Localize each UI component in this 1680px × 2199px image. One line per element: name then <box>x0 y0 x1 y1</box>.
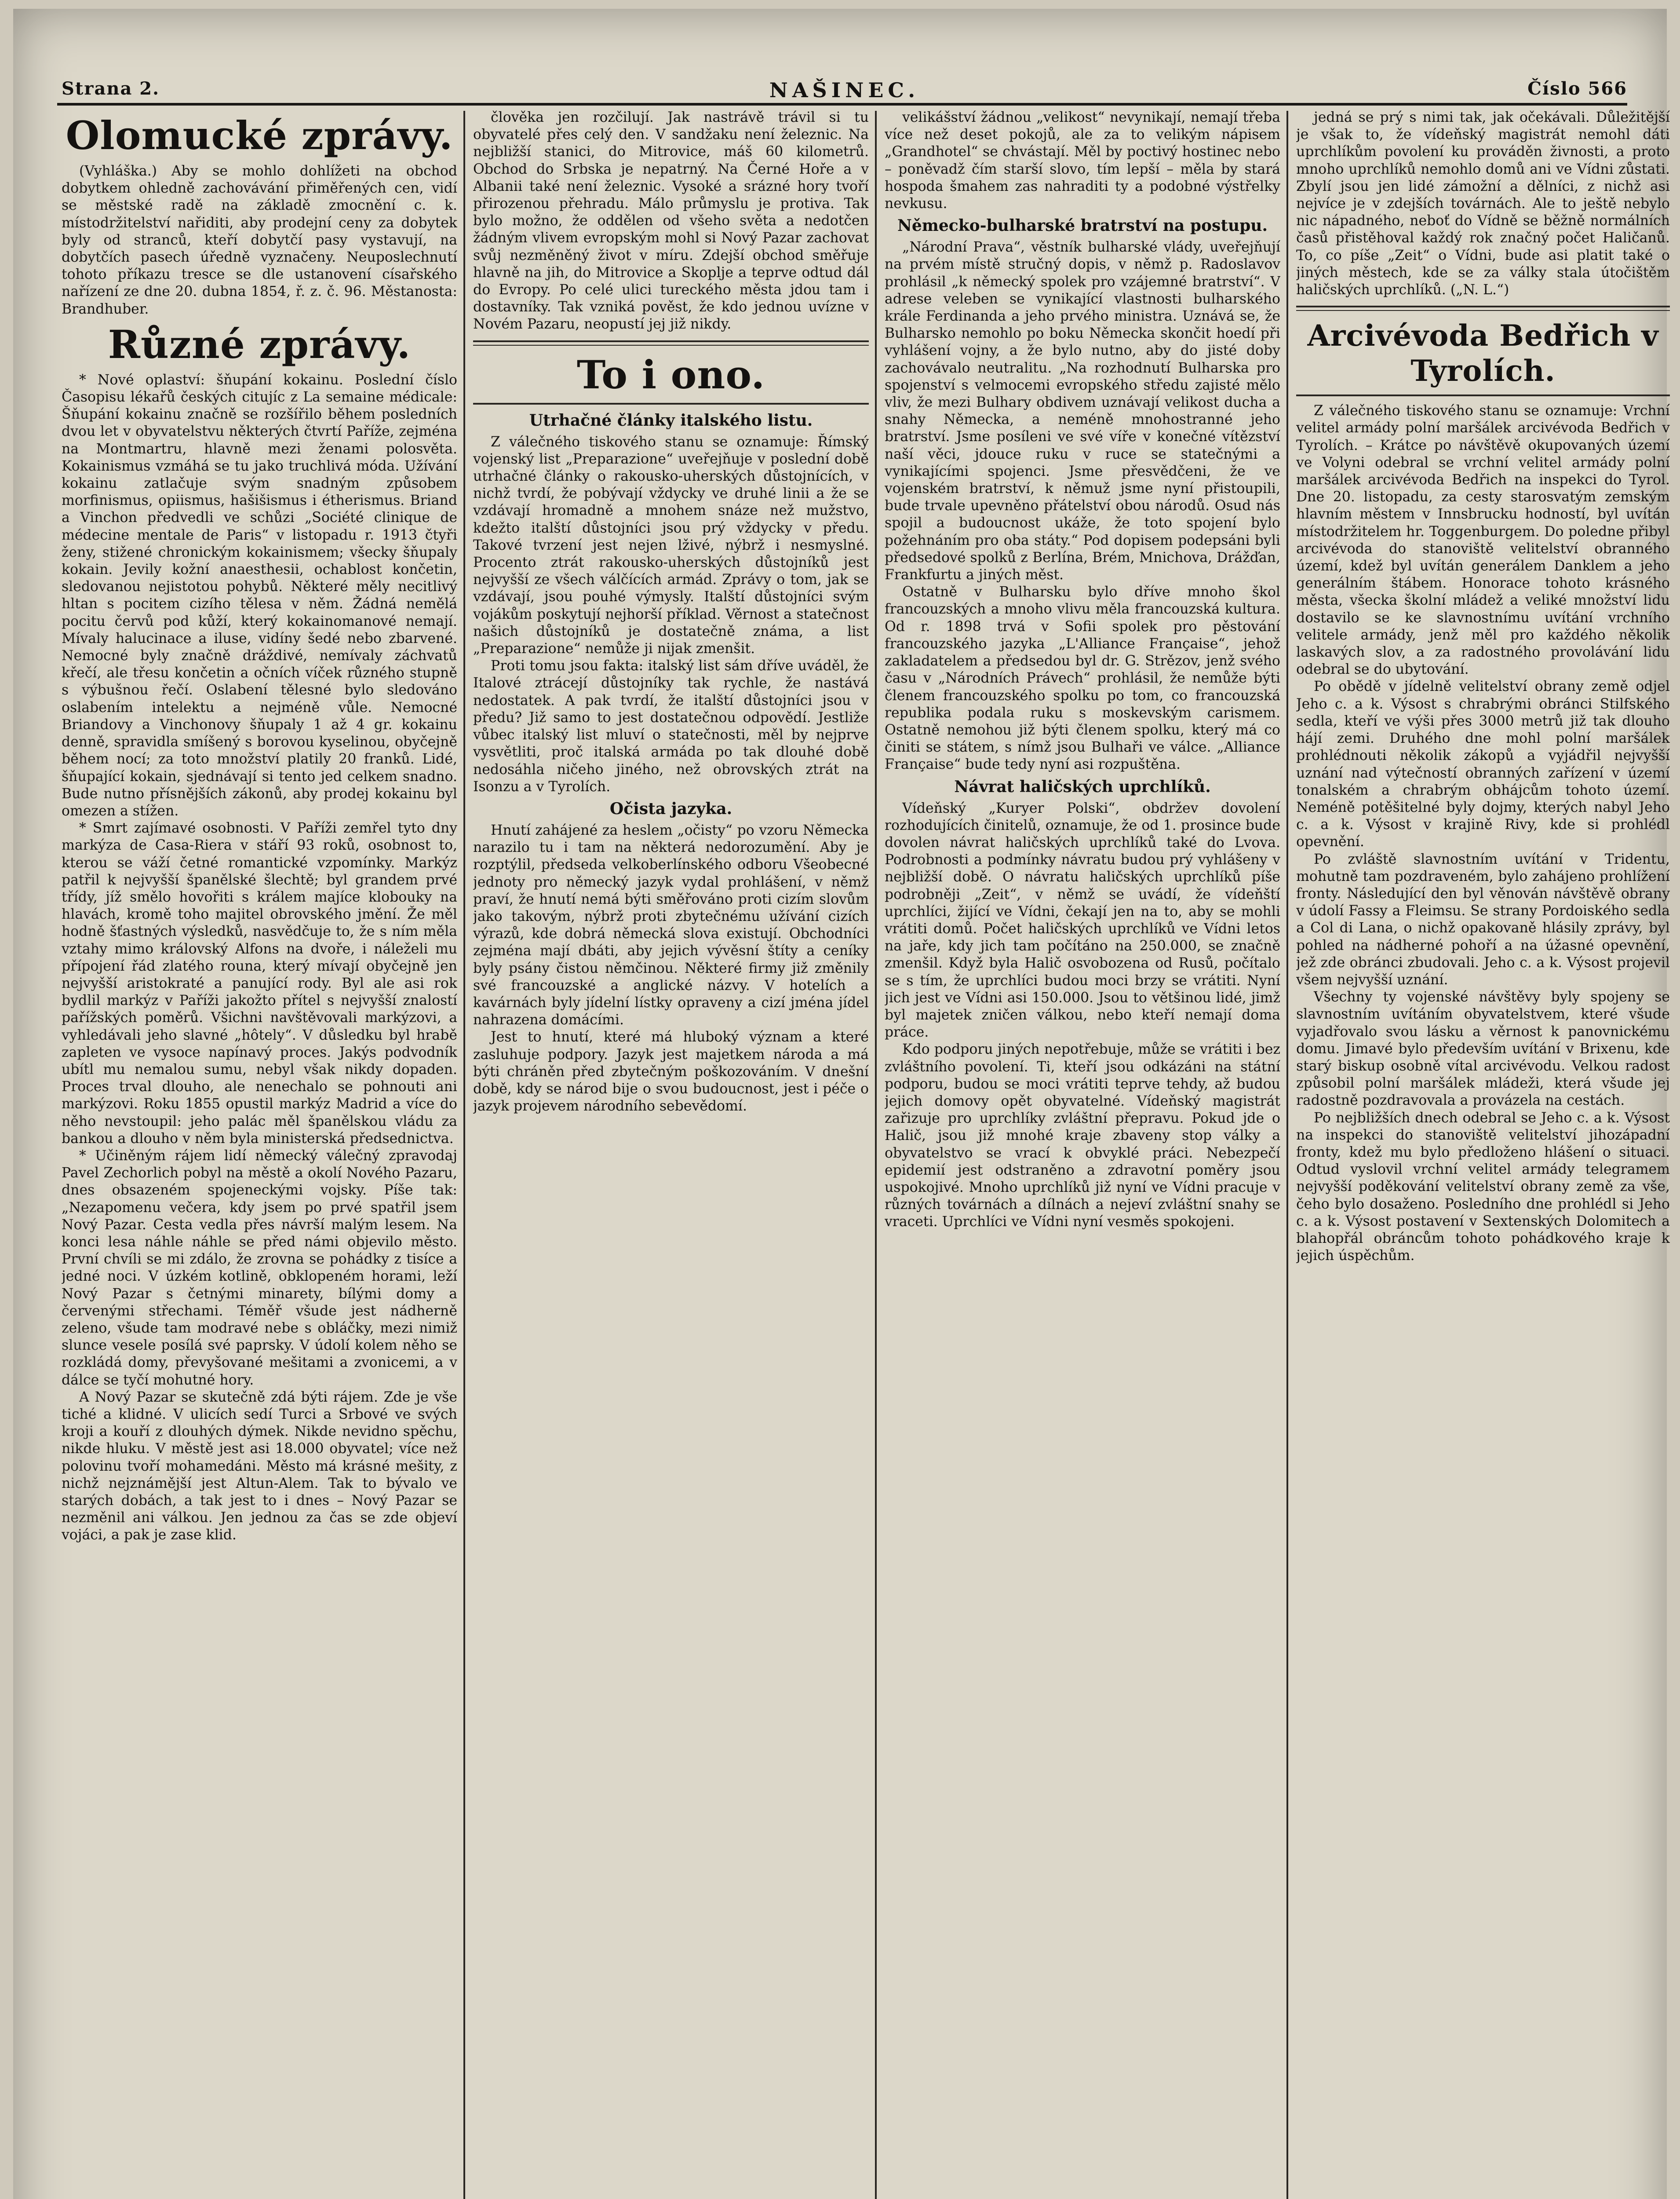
article-subheading: Očista jazyka. <box>609 799 732 818</box>
article-paragraph: * Smrt zajímavé osobnosti. V Paříži zemřel tyto dny markýza de Casa-Riera v stáří 93 roků, osobnost to, kterou se váží četné romantické vzpomínky. Markýz patřil k nejvyšší španělské šlechtě; byl grandem prvé třídy, jíž smělo hovořiti s králem majíce klobouky na hlavách, kromě toho majitel obrovského jmění. Že měl hodně šťastných výsledků, nasvědčuje to, že s ním měla vztahy mimo královský Alfons na dvoře, i náleželi mu přípojení řád zlatého rouna, který mívají obyčejně jen nejvyšší aristokraté a panující rody. Byl ale asi rok bydlil markýz v Paříži jakožto přítel s nejvyšší znalostí pařížských poměrů. Všichni navštěvovali markýzovi, a vyhledávali jeho slavné „hôtely“. V důsledku byl hrabě zapleten ve vysoce napínavý proces. Jakýs podvodník ubítl mu nemalou sumu, nebyl však nikdy dopaden. Proces trval dlouho, ale nenechalo se pohnouti ani markýzovi. Roku 1855 opustil markýz Madrid a více do něho nevstoupil: jeho palác měl španělskou vládu za bankou a dlouho v něm byla ministerská předsednictva. <box>62 820 457 1147</box>
divider <box>1296 395 1670 396</box>
column-divider <box>875 111 877 2199</box>
article-paragraph: * Učiněným rájem lidí německý válečný zpravodaj Pavel Zechorlich pobyl na městě a okolí Nového Pazaru, dnes obsazeném spojeneckými vojsky. Píše tak: „Nezapomenu večera, kdy jsem po prvé spatřil jsem Nový Pazar. Cesta vedla přes návrší malým lesem. Na konci lesa náhle náhle se před námi objevilo město. První chvíli se mi zdálo, že zrovna se pohádky z tisíce a jedné noci. V úzkém kotlině, obklopeném horami, leží Nový Pazar s četnými minarety, bílými domy a červenými střechami. Téměř všude jest nádherně zeleno, všude tam modravé nebe s obláčky, mezi nimiž slunce vesele posílá své paprsky. V údolí kolem něho se rozkládá domy, převyšované mešitami a zvonicemi, a v dálce se tyčí mohutné hory. <box>62 1147 457 1388</box>
column-2 <box>473 109 869 2199</box>
column-1 <box>62 109 457 2199</box>
article-paragraph: jedná se prý s nimi tak, jak očekávali. Důležitější je však to, že vídeňský magistrát nemohl dáti uprchlíkům povolení ku prováděn živnosti, a proto mnoho uprchlíků nemohlo domů ani ve Vídni zůstati. Zbylí jsou jen lidé zámožní a dělníci, z nichž asi nejvíce je v zdejších továrnách. Ale to ještě nebylo nic nápadného, neboť do Vídně se běžně normálních časů přistěhoval každý rok značný počet Haličanů. To, co píše „Zeit“ o Vídni, bude asi platit také o jiných městech, kde se za války stala útočištěm haličských uprchlíků. („N. L.“) <box>1296 110 1670 298</box>
column-divider <box>463 111 465 2199</box>
article-paragraph: Po obědě v jídelně velitelství obrany země odjel Jeho c. a k. Výsost s chrabrými obránci Stilfského sedla, kteří ve výši přes 3000 metrů již tak dlouho hájí zemi. Druhého dne mohl polní maršálek prohlédnouti několik zákopů a vyjádřil nejvyšší uznání nad výtečností obranných zařízení v území tonalském a chrabrým obhájcům tohoto území. Neméně potěšitelné byly dojmy, kterých nabyl Jeho c. a k. Výsost v krajině Rivy, kde si prohlédl opevnění. <box>1296 679 1670 850</box>
article-subheading: Německo-bulharské bratrství na postupu. <box>897 216 1268 235</box>
header-rule <box>57 103 1627 106</box>
page-number-left: Strana 2. <box>62 78 160 99</box>
article-paragraph: A Nový Pazar se skutečně zdá býti rájem. Zde je vše tiché a klidné. V ulicích sedí Turci a Srbové ve svých kroji a kouří z dlouhých dýmek. Nikde nevidno spěchu, nikde hluku. V městě jest asi 18.000 obyvatel; více než polovinu tvoří mohamedáni. Město má krásné mešity, z nichž nejznámější jest Altun-Alem. Tak to bývalo ve starých dobách, a tak jest to i dnes – Nový Pazar se nezměnil ani válkou. Jen jednou za čas se zde objeví vojáci, a pak je zase klid. <box>62 1389 457 1543</box>
masthead-title: NAŠINEC. <box>769 78 920 102</box>
article-paragraph: (Vyhláška.) Aby se mohlo dohlížeti na obchod dobytkem ohledně zachovávání přiměřených cen, vidí se městské radě na základě zmocnění c. k. místodržitelství nařiditi, aby prodejní ceny za dobytek byly od stranců, kteří dobytčí pasy vystavují, na dobytčích pasech úředně vyznačeny. Neuposlechnutí tohoto příkazu tresce se dle ustanovení císařského nařízení ze dne 20. dubna 1854, ř. z. č. 96. Městanosta: Brandhuber. <box>62 163 457 317</box>
column-3 <box>885 109 1280 2199</box>
article-paragraph: Z válečného tiskového stanu se oznamuje: Římský vojenský list „Preparazione“ uveřejňuje v poslední době utrhačné články o rakousko-uherských důstojnících, v nichž tvrdí, že pobývají vždycky ve druhé linii a že se vzdávají hromadně a mnohem snáze než mužstvo, kdežto italští důstojníci jsou prý vždycky v předu. Takové tvrzení jest nejen lživé, nýbrž i nesmyslné. Procento ztrát rakousko-uherských důstojníků jest nejvyšší ze všech válčících armád. Zprávy o tom, jak se vzdávají, jsou pouhé výmysly. Italští důstojníci svým vojákům poskytují nejhorší příklad. Věrnost a statečnost našich důstojníků je dostatečně známa, a list „Preparazione“ nemůže ji nijak zmenšit. <box>473 434 869 657</box>
section-heading-olomouc-news: Olomucké zprávy. <box>66 113 453 158</box>
section-heading-archduke: Arcivévoda Bedřich v Tyrolích. <box>1307 318 1659 388</box>
article-paragraph: Hnutí zahájené za heslem „očisty“ po vzoru Německa narazilo tu i tam na některá nedorozumění. Aby je rozptýlil, předseda velkoberlínského odboru Všeobecné jednoty pro německý jazyk vydal prohlášení, v němž praví, že hnutí nemá býti směřováno proti cizím slovům jako takovým, nýbrž proti zbytečnému užívání cizích výrazů, kde dobrá německá slova existují. Obchodníci zejména mají dbáti, aby jejich vývěsní štíty a ceníky byly psány čistou němčinou. Některé firmy již změnily své francouzské a anglické názvy. V hotelích a kavárnách byly jídelní lístky opraveny a cizí jména jídel nahrazena domácími. <box>473 822 869 1028</box>
article-paragraph: „Národní Prava“, věstník bulharské vlády, uveřejňují na prvém místě stručný dopis, v němž p. Radoslavov prohlásil „k německý spolek pro vzájemné bratrství“. V adrese veleben se vynikající vlastnosti bulharského krále Ferdinanda a jeho prvého ministra. Uznává se, že Bulharsko nemohlo po boku Německa skončit hoedí při vyhlášení vojny, a že bylo nutno, aby do jisté doby zachovávalo neutralitu. „Na rozhodnutí Bulharska pro spojenství s velmocemi evropského středu zajisté mělo vliv, že mezi Bulhary obdivem uznávají velikost ducha a snahy Německa, a neméně mnohostranné jeho bratrství. Jsme posíleni ve své víře v konečné vítězství naší věci, jdouce ruku v ruce se statečnými a vynikajícími spojenci. Jsme přesvědčeni, že ve vojenském bratrství, k němuž jsme nyní přistoupili, bude trvale upevněno přátelství obou národů. Osud nás spojil a budoucnost ukáže, že toto spojení bylo požehnáním pro oba státy.“ Pod dopisem podepsáni byli předsedové spolků z Berlína, Brém, Mnichova, Drážďan, Frankfurtu a jiných měst. <box>885 239 1280 583</box>
divider <box>473 403 869 405</box>
article-paragraph: člověka jen rozčilují. Jak nastrávě trávil si tu obyvatelé přes celý den. V sandžaku není železnic. Na nejbližší stanici, do Mitrovice, máš 60 kilometrů. Obchod do Srbska je nepatrný. Na Černé Hoře a v Albanii také není železnic. Vysoké a srázné hory tvoří přirozenou přehradu. Málo průmyslu je protiva. Tak bylo možno, že oddělen od všeho světa a nedotčen žádným vlivem evropským mohl si Nový Pazar zachovat svůj nezměněný život v míru. Zdejší obchod směřuje hlavně na jih, do Mitrovice a Skoplje a teprve odtud dál do Evropy. Po celé ulici tureckého města jdou tam i dostavníky. Tak vzniká pověst, že kdo jednou uvízne v Novém Pazaru, neopustí jej již nikdy. <box>473 110 869 332</box>
newspaper-page <box>13 9 1670 2199</box>
section-heading-various-news: Různé zprávy. <box>108 321 411 367</box>
page-header <box>62 78 1627 100</box>
article-paragraph: Proti tomu jsou fakta: italský list sám dříve uváděl, že Italové ztrácejí důstojníky tak rychle, že nastává nedostatek. A pak tvrdí, že italští důstojníci jsou v předu? Již samo to jest dostatečnou odpovědí. Jestliže vůbec italský list mluví o statečnosti, měl by nejprve vysvětliti, proč italská armáda po tak dlouhé době nedosáhla ničeho jiného, než obrovských ztrát na Isonzu a v Tyrolích. <box>473 658 869 795</box>
article-paragraph: Ostatně v Bulharsku bylo dříve mnoho škol francouzských a mnoho vlivu měla francouzská kultura. Od r. 1898 trvá v Sofii spolek pro pěstování francouzského jazyka „L'Alliance Française“, jehož zakladatelem a předsedou byl dr. G. Strězov, jenž svého času v „Národních Právech“ prohlásil, že nemůže býti členem francouzského spolku po tom, co francouzská republika podala ruku s moskevským carismem. Ostatně nemohou již býti členem spolku, který má co činiti se státem, s nímž jsou Bulhaři ve válce. „Alliance Française“ bude tedy nyní asi rozpuštěna. <box>885 584 1280 773</box>
column-4 <box>1296 109 1670 2199</box>
section-heading-to-i-ono: To i ono. <box>576 351 765 398</box>
article-paragraph: Po zvláště slavnostním uvítání v Tridentu, mohutně tam pozdraveném, bylo zahájeno prohlížení fronty. Následující den byl věnován návštěvě obrany v údolí Fassy a Fleimsu. Se strany Pordoiského sedla a Col di Lana, o nichž opakovaně hlásily zprávy, byl pohled na nádherné pohoří a na úžasné opevnění, jež zde obránci zbudovali. Jeho c. a k. Výsost projevil všem nejvyšší uznání. <box>1296 851 1670 988</box>
article-subheading: Návrat haličských uprchlíků. <box>954 777 1211 796</box>
article-paragraph: Kdo podporu jiných nepotřebuje, může se vrátiti i bez zvláštního povolení. Ti, kteří jsou odkázáni na státní podporu, budou se moci vrátiti teprve tehdy, až budou jejich domovy opět obyvatelné. Vídeňský magistrát zařizuje pro uprchlíky zvláštní přepravu. Pokud jde o Halič, jsou již mnohé kraje zbaveny stop války a obyvatelstvo se vrací k obvyklé práci. Nebezpečí epidemií jest odstraněno a zdravotní poměry jsou uspokojivé. Mnoho uprchlíků již nyní ve Vídni pracuje v různých továrnách a dílnách a nejeví zvláštní snahy se vraceti. Uprchlíci ve Vídni nyní vesměs spokojeni. <box>885 1041 1280 1230</box>
section-separator <box>1296 306 1670 311</box>
section-separator <box>473 340 869 346</box>
column-divider <box>1286 111 1288 2199</box>
article-paragraph: * Nové oplaství: šňupání kokainu. Poslední číslo Časopisu lékařů českých citujíc z La semaine médicale: Šňupání kokainu značně se rozšířilo během posledních dvou let v obyvatelstvu některých čtvrtí Paříže, zejména na Montmartru, hlavně mezi ženami polosvěta. Kokainismus vzmáhá se tu jako truchlivá móda. Užívání kokainu zatlačuje svým snadným způsobem morfinismus, opiismus, hašišismus i étherismus. Briand a Vinchon předvedli ve schůzi „Société clinique de médecine mentale de Paris“ v listopadu r. 1913 čtyři ženy, stižené chronickým kokainismem; všecky šňupaly kokain. Jevily kožní anaesthesii, ochablost končetin, sledovanou nejistotou pohybů. Některé měly necitlivý hltan s pocitem cizího tělesa v něm. Žádná nemělá pocitu červů pod kůží, který kokainomanové nemají. Mívaly halucinace a iluse, vidíny šedé nebo zbarvené. Nemocné byly značně dráždivé, nemívaly záchvatů křečí, ale třesu končetin a očních víček různého stupně s výbušnou řečí. Oslabení tělesné bylo sledováno oslabením intelektu a nejméně vůle. Nemocné Briandovy a Vinchonovy šňupaly 1 až 4 gr. kokainu denně, spravidla smíšený s borovou kyselinou, obyčejně během nocí; za toto množství platily 20 franků. Lidé, šňupající kokain, sjednávají si tento jed celkem snadno. Bude nutno přísnějších zákonů, aby prodej kokainu byl omezen a stížen. <box>62 372 457 819</box>
article-paragraph: Po nejbližších dnech odebral se Jeho c. a k. Výsost na inspekci do stanoviště velitelství jihozápadní fronty, kdež mu bylo předloženo hlášení o situaci. Odtud vyslovil vrchní velitel armády telegramem nejvyšší poděkování velitelství obrany země za vše, čeho bylo dosaženo. Posledního dne prohlédl si Jeho c. a k. Výsost postavení v Sextenských Dolomitech a blahopřál obráncům tohoto pohádkového kraje k jejich úspěchům. <box>1296 1110 1670 1264</box>
article-paragraph: Z válečného tiskového stanu se oznamuje: Vrchní velitel armády polní maršálek arcivévoda Bedřich v Tyrolích. – Krátce po návštěvě okupovaných území ve Volyni odebral se vrchní velitel armády polní maršálek arcivévoda Bedřich na inspekci do Tyrol. Dne 20. listopadu, za cesty starosvatým zemským hlavním městem v Innsbrucku hodností, byl uvítán místodržitelem hr. Toggenburgem. Do poledne přibyl arcivévoda do stanoviště velitelství obranného území, kdež byl uvítán generálem Danklem a jeho generálním štábem. Honorace tohoto krásného města, všecka školní mládež a veliké množství lidu dostavilo se ke slavnostnímu uvítání vrchního velitele armády, jenž měl pro každého několik laskavých slov, a za radostného provolávání lidu odebral se do ubytování. <box>1296 403 1670 678</box>
article-paragraph: velikášství žádnou „velikost“ nevynikají, nemají třeba více než deset pokojů, ale za to velikým nápisem „Grandhotel“ se chvástají. Měl by poctivý hostinec nebo – poněvadž čím starší slovo, tím lepší – měla by stará hospoda šmahem zas nahraditi ty a podobné výstřelky nevkusu. <box>885 110 1280 212</box>
article-subheading: Utrhačné články italského listu. <box>529 411 813 430</box>
article-paragraph: Jest to hnutí, které má hluboký význam a které zasluhuje podpory. Jazyk jest majetkem národa a má býti chráněn před zbytečným poškozováním. V dnešní době, kdy se národ bije o svou budoucnost, jest i péče o jazyk projevem národního sebevědomí. <box>473 1029 869 1114</box>
article-paragraph: Všechny ty vojenské návštěvy byly spojeny se slavnostním uvítáním obyvatelstvem, které všude vyjadřovalo svou lásku a věrnost k panovnickému domu. Jimavé bylo především uvítání v Brixenu, kde starý biskup osobně vítal arcivévodu. Velkou radost způsobil polní maršálek mládeži, která všude jej radostně pozdravovala a provázela na cestách. <box>1296 989 1670 1109</box>
issue-number: Číslo 566 <box>1527 78 1627 99</box>
article-paragraph: Vídeňský „Kuryer Polski“, obdržev dovolení rozhodujících činitelů, oznamuje, že od 1. prosince bude dovolen návrat haličských uprchlíků také do Lvova. Podrobnosti a podmínky návratu budou prý vyhlášeny v nejbližší době. O návratu haličských uprchlíků píše podrobněji „Zeit“, v němž se uvádí, že vídeňští uprchlíci, žijící ve Vídni, čekají jen na to, aby se mohli vrátiti domů. Počet haličských uprchlíků ve Vídni letos na jaře, kdy jich tam počítáno na 250.000, se značně zmenšil. Když byla Halič osvobozena od Rusů, počítalo se s tím, že uprchlíci budou moci brzy se vrátiti. Nyní jich jest ve Vídni asi 150.000. Jsou to většinou lidé, jimž byl majetek zničen válkou, nebo kteří nemají doma práce. <box>885 800 1280 1041</box>
